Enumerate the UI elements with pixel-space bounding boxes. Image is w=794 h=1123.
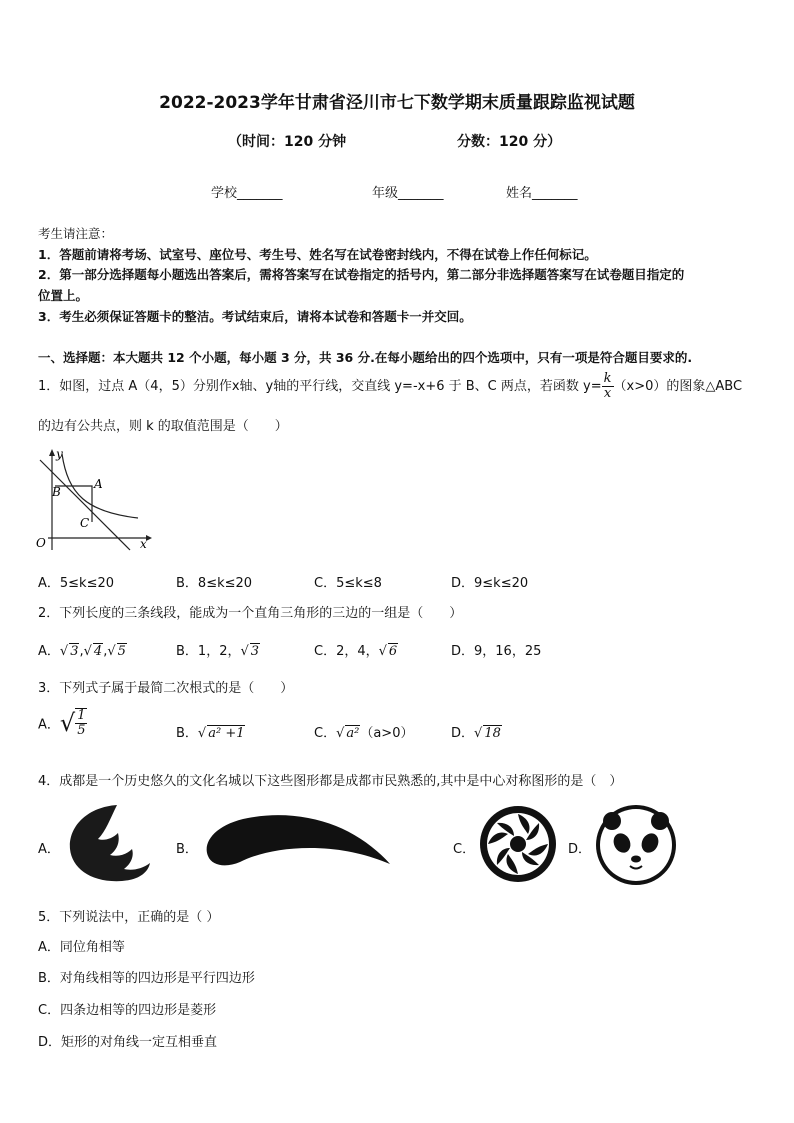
- q3-a-num: 1: [77, 708, 86, 723]
- q3-option-b: B．√ a² +1: [176, 726, 245, 741]
- question-2-stem: 2．下列长度的三条线段，能成为一个直角三角形的三边的一组是（ ）: [38, 606, 463, 621]
- section-heading: 一、选择题：本大题共 12 个小题，每小题 3 分，共 36 分.在每小题给出的四个选项中，只有一项是符合题目要求的.: [38, 350, 693, 365]
- q1-text-b: （x>0）的图象△ABC: [613, 379, 743, 394]
- q1-option-b: B．8≤k≤20: [176, 576, 253, 591]
- sun-center: [510, 836, 526, 852]
- y-axis-arrow: [49, 449, 55, 456]
- q2-c-radicand: 6: [388, 644, 398, 659]
- q2-c-label: C．2，4，: [314, 644, 379, 659]
- q3-d-label: D．: [451, 726, 475, 741]
- q3-a-label: A．: [38, 717, 60, 733]
- notice-item: 3．考生必须保证答题卡的整洁。考试结束后，请将本试卷和答题卡一并交回。: [38, 309, 472, 324]
- swirl-shape: [70, 805, 150, 881]
- panda-left-ear: [603, 812, 621, 830]
- question-1-line2: 的边有公共点，则 k 的取值范围是（ ）: [38, 419, 288, 434]
- q4-figure-b: [200, 812, 392, 872]
- q1-graph: [34, 446, 152, 554]
- notice-item: 位置上。: [38, 288, 89, 303]
- q4-option-d-label: D．: [568, 842, 592, 857]
- question-4-stem: 4．成都是一个历史悠久的文化名城以下这些图形都是成都市民熟悉的,其中是中心对称图形的是（ ）: [38, 774, 623, 789]
- q4-figure-a: [62, 803, 152, 883]
- q5-option-d: D．矩形的对角线一定互相垂直: [38, 1035, 218, 1050]
- q3-option-a: A．√ $\frac{1}{5}$: [38, 708, 86, 738]
- bird-shape: [207, 815, 390, 865]
- q3-a-den: 5: [77, 723, 86, 738]
- q5-option-a: A．同位角相等: [38, 940, 125, 955]
- q1-frac-num: k: [603, 371, 612, 386]
- q2-a-radicand-2: 4: [93, 644, 103, 659]
- panda-right-ear: [651, 812, 669, 830]
- label-y: y: [56, 447, 63, 461]
- q3-d-expr: 18: [484, 726, 501, 741]
- question-3-stem: 3．下列式子属于最简二次根式的是（ ）: [38, 681, 294, 696]
- exam-score: 分数：120 分）: [457, 134, 562, 150]
- x-axis-arrow: [146, 535, 152, 541]
- q3-c-cond: （a>0）: [360, 726, 414, 741]
- q3-option-c: C．√ a²（a>0）: [314, 726, 414, 741]
- q4-option-c-label: C．: [453, 842, 476, 857]
- notice-item: 1．答题前请将考场、试室号、座位号、考生号、姓名写在试卷密封线内，不得在试卷上作任何标记。: [38, 247, 597, 262]
- name-field: 姓名_______: [506, 186, 578, 201]
- q3-c-label: C．: [314, 726, 337, 741]
- notice-heading: 考生请注意：: [38, 226, 114, 241]
- q3-a-fraction: [75, 708, 87, 738]
- q1-fraction: [602, 372, 614, 401]
- notice-item: 2．第一部分选择题每小题选出答案后，需将答案写在试卷指定的括号内，第二部分非选择题答案写在试卷题目指定的: [38, 267, 685, 282]
- exam-time: （时间：120 分钟: [228, 134, 347, 150]
- q1-text-a: 1．如图，过点 A（4，5）分别作x轴、y轴的平行线，交直线 y=-x+6 于 B、C 两点，若函数 y=: [38, 379, 602, 394]
- q5-option-c: C．四条边相等的四边形是菱形: [38, 1003, 217, 1018]
- q2-b-label: B．1，2，: [176, 644, 241, 659]
- q2-a-radicand-3: 5: [117, 644, 126, 659]
- q3-b-expr: a² +1: [208, 726, 245, 741]
- label-x: x: [140, 537, 147, 551]
- label-o: O: [36, 536, 46, 550]
- q3-option-d: D．√ 18: [451, 726, 501, 741]
- q1-frac-den: x: [603, 386, 612, 401]
- label-a: A: [94, 477, 103, 491]
- school-field: 学校_______: [211, 186, 283, 201]
- page-title: 2022-2023学年甘肃省泾川市七下数学期末质量跟踪监视试题: [159, 93, 635, 113]
- q3-c-expr: a²: [346, 726, 360, 741]
- question-1-stem: [38, 372, 742, 402]
- q2-option-a: A．√ 3,√ 4,√ 5: [38, 644, 126, 659]
- q2-a-label: A．: [38, 644, 60, 659]
- q4-figure-d: [594, 803, 678, 887]
- grade-field: 年级_______: [372, 186, 444, 201]
- label-b: B: [52, 485, 61, 499]
- q2-option-c: C．2，4，√ 6: [314, 644, 398, 659]
- q1-option-a: A．5≤k≤20: [38, 576, 115, 591]
- q2-option-b: B．1，2，√ 3: [176, 644, 260, 659]
- q4-option-a-label: A．: [38, 842, 60, 857]
- q1-option-c: C．5≤k≤8: [314, 576, 382, 591]
- q4-figure-c: [478, 804, 558, 884]
- q2-a-radicand-1: 3: [70, 644, 79, 659]
- q2-b-radicand: 3: [250, 644, 260, 659]
- line-y-neg-x-plus-6: [40, 460, 130, 550]
- panda-nose: [631, 856, 641, 863]
- q1-option-d: D．9≤k≤20: [451, 576, 529, 591]
- label-c: C: [80, 516, 90, 530]
- q4-option-b-label: B．: [176, 842, 198, 857]
- q2-option-d: D．9，16，25: [451, 644, 542, 659]
- q5-option-b: B．对角线相等的四边形是平行四边形: [38, 971, 255, 986]
- question-5-stem: 5．下列说法中，正确的是（ ）: [38, 910, 220, 925]
- q3-b-label: B．: [176, 726, 198, 741]
